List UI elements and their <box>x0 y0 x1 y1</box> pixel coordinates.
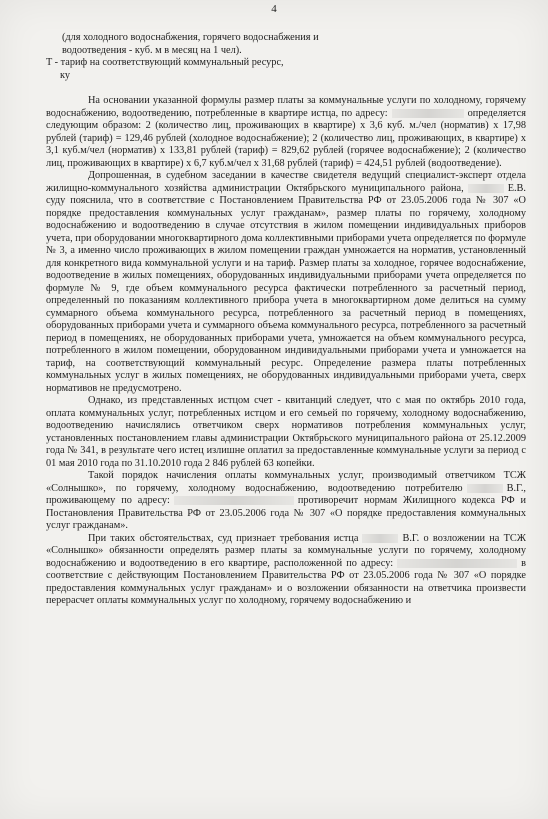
definition-line: (для холодного водоснабжения, горячего водоснабжения и <box>62 32 319 43</box>
paragraph-text: На основании указанной формулы размер платы за коммунальные услуги по холодному, горячему водоснабжению, водоотведению, потребленные в квартире истца, по адресу: <box>46 95 526 119</box>
redacted-name <box>468 184 504 193</box>
paragraph: Однако, из представленных истцом счет - квитанций следует, что с мая по октябрь 2010 года, оплата коммунальных услуг, потребленных истцом и его семьей по горячему, холодному водоснабжению, водоотведению начислялись ответчиком сверх нормативов потребления коммунальных услуг, установленных постановлением главы администрации Октябрьского муниципального района от 25.12.2009 года № 341, в результате чего истец излишне оплатил за предоставленные коммунальные услуги за период с 01 мая 2010 года по 31.10.2010 года 2 846 рублей 63 копейки. <box>46 395 526 469</box>
paragraph-text: Е.В. суду пояснила, что в соответствие с Постановлением Правительства РФ от 23.05.2006 года № 307 «О порядке предоставления коммунальных услуг гражданам», размер платы по горячему, холодному водоснабжению и водоотведению в случае отсутствия в жилом помещении индивидуальных приборов учета, при оборудовании многоквартирного дома коллективными приборами учета определяется по формуле № 3, а именно число проживающих в жилом помещении граждан умножается на норматив, установленный для конкретного вида коммунальной услуги и на тариф. Размер платы за холодное, горячее водоснабжение, водоотведение в жилых помещениях, оборудованных индивидуальными приборами учета определяется по формуле № 9, где объем коммунального ресурса фактически потребленного за расчетный период, определенный по показаниям коллективного прибора учета в многоквартирном доме делиться на сумму суммарного объема коммунального ресурса, потребленного за расчетный период в помещениях, оборудованных приборами учета и суммарного объема коммунального ресурса, потребленного за расчетный период в помещениях, не оборудованных приборами учета, умножается на объем коммунального ресурса, потребленного в жилом помещении, оборудованном индивидуальными приборами учета и умножается на тариф, на соответствующий коммунальный ресурс. Определение размера платы потребленных коммунальных услуг в жилых помещениях, не оборудованных индивидуальными приборами учета, сверх нормативов не предусмотрено. <box>46 182 526 394</box>
redacted-address <box>397 559 517 568</box>
paragraph <box>46 170 526 395</box>
paragraph-text: противоречит нормам Жилищного кодекса РФ и Постановления Правительства РФ от 23.05.2006 года № 307 «О порядке предоставления коммунальных услуг гражданам». <box>46 495 527 531</box>
paragraph-text: определяется следующим образом: 2 (количество лиц, проживающих в квартире) x 3,6 куб. м./чел (норматив) x 17,98 рублей (тариф) = 129,46 рублей (холодное водоснабжение); 2 (количество лиц, проживающих, в квартире) x 3,1 куб.м/чел (норматив) x 133,81 рублей (тариф) = 829,62 рублей (горячее водоснабжение); 2 (количество лиц, проживающих в квартире) x 6,7 куб.м/чел x 31,68 рублей (тариф) = 424,51 рублей (водоотведение). <box>46 107 526 169</box>
redacted-name <box>467 484 503 493</box>
definition-line: ку <box>60 69 71 81</box>
paragraph-text: При таких обстоятельствах, суд признает требования истца <box>88 532 359 544</box>
paragraph-text: В.Г., проживающему по адресу: <box>46 482 526 506</box>
paragraph <box>46 533 526 608</box>
redacted-address <box>392 109 464 118</box>
paragraph-text: Такой порядок начисления оплаты коммунальных услуг, производимый ответчиком ТСЖ «Солнышко», по горячему, холодному водоснабжению, водоотведению потребителю <box>46 470 526 494</box>
redacted-address <box>174 496 294 505</box>
definition-line: водоотведения - куб. м в месяц на 1 чел). <box>62 44 242 56</box>
paragraph <box>46 95 526 170</box>
paragraph-text: в соответствие с действующим Постановлением Правительства РФ от 23.05.2006 года № 307 «О порядке предоставления коммунальных услуг гражданам» и о возложении обязанности на ответчика произвести перерасчет оплаты коммунальных услуг по холодному, горячему водоснабжению и <box>46 557 526 606</box>
paragraph-text: В.Г. о возложении на ТСЖ «Солнышко» обязанности определять размер платы за коммунальные услуги по горячему, холодному водоснабжению и водоотведению в его квартире, расположенной по адресу: <box>46 532 526 569</box>
redacted-name <box>362 534 398 543</box>
definition-line: T - тариф на соответствующий коммунальный ресурс, <box>46 57 284 68</box>
document-body <box>46 32 526 608</box>
paragraph <box>46 470 526 533</box>
paragraph-text: Допрошенная, в судебном заседании в качестве свидетеля ведущий специалист-эксперт отдела жилищно-коммунального хозяйства администрации Октябрьского муниципального района, <box>46 170 526 194</box>
page-number: 4 <box>271 3 277 15</box>
